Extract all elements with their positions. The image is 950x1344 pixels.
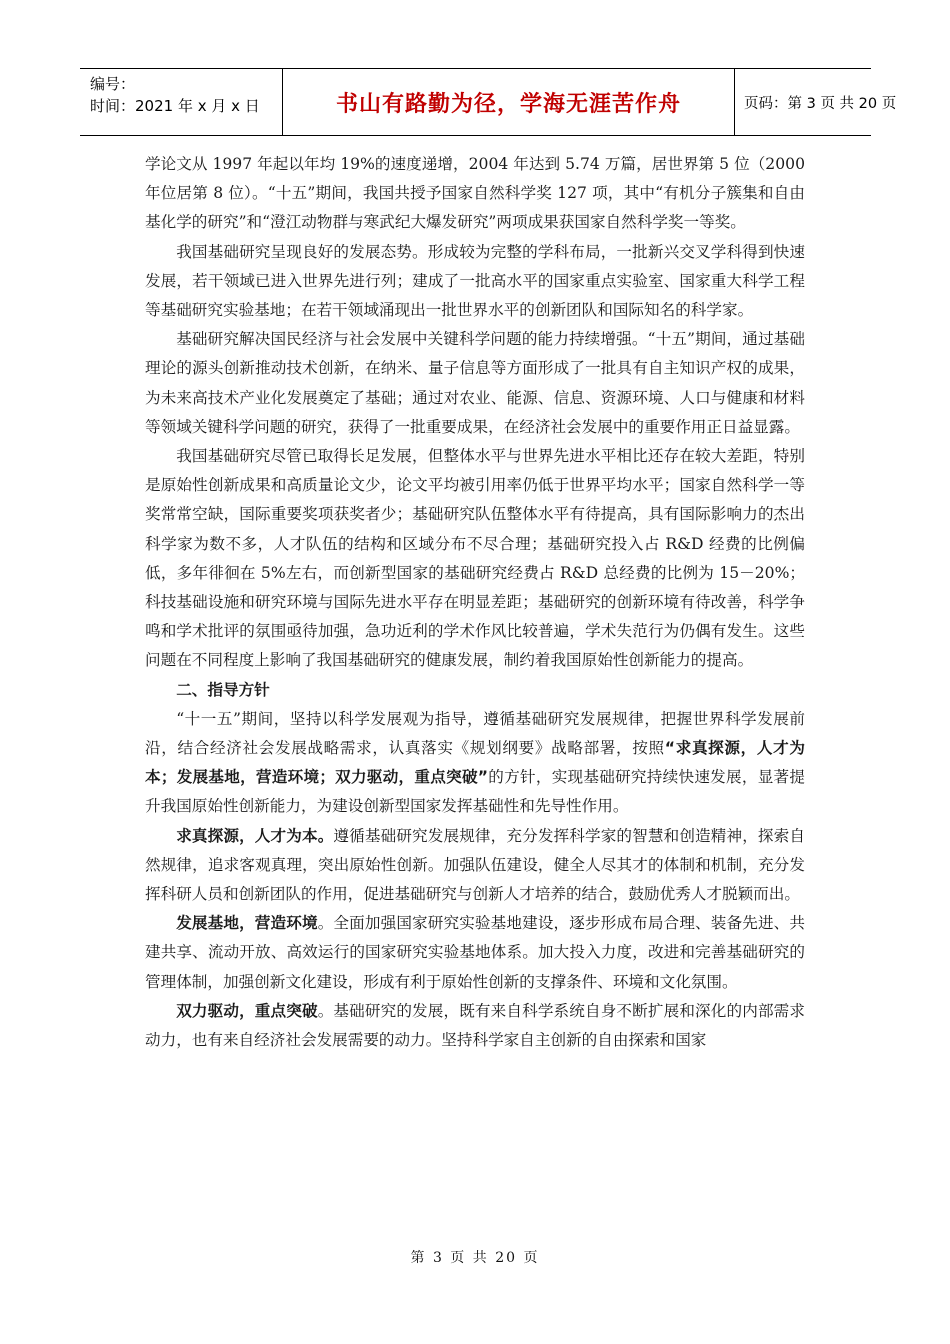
paragraph [145, 997, 805, 1055]
paragraph-text: 遵循基础研究发展规律，充分发挥科学家的智慧和创造精神，探索自然规律，追求客观真理，突出原始性创新。加强队伍建设，健全人尽其才的体制和机制，充分发挥科研人员和创新团队的作用，促进基础研究与创新人才培养的结合，鼓励优秀人才脱颖而出。 [145, 826, 805, 904]
paragraph [145, 705, 805, 822]
document-body [145, 150, 805, 1055]
paragraph: 我国基础研究呈现良好的发展态势。形成较为完整的学科布局，一批新兴交叉学科得到快速发展，若干领域已进入世界先进行列；建成了一批高水平的国家重点实验室、国家重大科学工程等基础研究实验基地；在若干领域涌现出一批世界水平的创新团队和国际知名的科学家。 [145, 242, 805, 320]
page-footer: 第 3 页 共 20 页 [410, 1250, 540, 1266]
date-label: 时间：2021 年 x 月 x 日 [90, 97, 260, 115]
motto-text: 书山有路勤为径，学海无涯苦作舟 [335, 91, 681, 117]
principle-title-bold: 发展基地，营造环境 [176, 914, 318, 933]
section-heading: 二、指导方针 [176, 680, 270, 699]
principle-title-bold: 求真探源，人才为本。 [176, 826, 334, 845]
header-motto-cell [282, 69, 735, 135]
paragraph-text: “十一五”期间，坚持以科学发展观为指导，遵循基础研究发展规律，把握世界科学发展前沿，结合经济社会发展战略需求，认真落实《规划纲要》战略部署，按照 [145, 709, 805, 758]
number-label: 编号： [90, 75, 136, 93]
paragraph: 我国基础研究尽管已取得长足发展，但整体水平与世界先进水平相比还存在较大差距，特别是原始性创新成果和高质量论文少，论文平均被引用率仍低于世界平均水平；国家自然科学一等奖常常空缺，国际重要奖项获奖者少；基础研究队伍整体水平有待提高，具有国际影响力的杰出科学家为数不多，人才队伍的结构和区域分布不尽合理；基础研究投入占 R&D 经费的比例偏低，多年徘徊在 5%左右，而创新型国家的基础研究经费占 R&D 总经费的比例为 15－20%；科技基础设施和研究环境与国际先进水平存在明显差距；基础研究的创新环境有待改善，科学争鸣和学术批评的氛围亟待加强，急功近利的学术作风比较普遍，学术失范行为仍偶有发生。这些问题在不同程度上影响了我国基础研究的健康发展，制约着我国原始性创新能力的提高。 [145, 447, 805, 670]
paragraph [145, 909, 805, 997]
paragraph: 基础研究解决国民经济与社会发展中关键科学问题的能力持续增强。“十五”期间，通过基础理论的源头创新推动技术创新，在纳米、量子信息等方面形成了一批具有自主知识产权的成果，为未来高技术产业化发展奠定了基础；通过对农业、能源、信息、资源环境、人口与健康和材料等领域关键科学问题的研究，获得了一批重要成果，在经济社会发展中的重要作用正日益显露。 [145, 330, 805, 436]
paragraph [145, 822, 805, 910]
policy-motto-bold: “求真探源，人才为本；发展基地，营造环境；双力驱动，重点突破” [145, 739, 805, 787]
page-number-label: 页码：第 3 页 共 20 页 [744, 95, 897, 112]
principle-title-bold: 双力驱动，重点突破 [176, 1001, 318, 1020]
header-meta-cell [80, 69, 282, 135]
header-page-cell [734, 69, 897, 135]
page-header [80, 68, 897, 136]
paragraph-text: 。全面加强国家研究实验基地建设，逐步形成布局合理、装备先进、共建共享、流动开放、高效运行的国家研究实验基地体系。加大投入力度，改进和完善基础研究的管理体制，加强创新文化建设，形成有利于原始性创新的支撑条件、环境和文化氛围。 [145, 914, 805, 991]
paragraph-text: 的方针，实现基础研究持续快速发展，显著提升我国原始性创新能力，为建设创新型国家发挥基础性和先导性作用。 [145, 768, 805, 816]
paragraph: 学论文从 1997 年起以年均 19%的速度递增，2004 年达到 5.74 万篇，居世界第 5 位（2000 年位居第 8 位）。“十五”期间，我国共授予国家自然科学奖 127 项，其中“有机分子簇集和自由基化学的研究”和“澄江动物群与寒武纪大爆发研究”两项成果获国家自然科学奖一等奖。 [145, 155, 805, 232]
paragraph-text: 。基础研究的发展，既有来自科学系统自身不断扩展和深化的内部需求动力，也有来自经济社会发展需要的动力。坚持科学家自主创新的自由探索和国家 [145, 1001, 805, 1050]
